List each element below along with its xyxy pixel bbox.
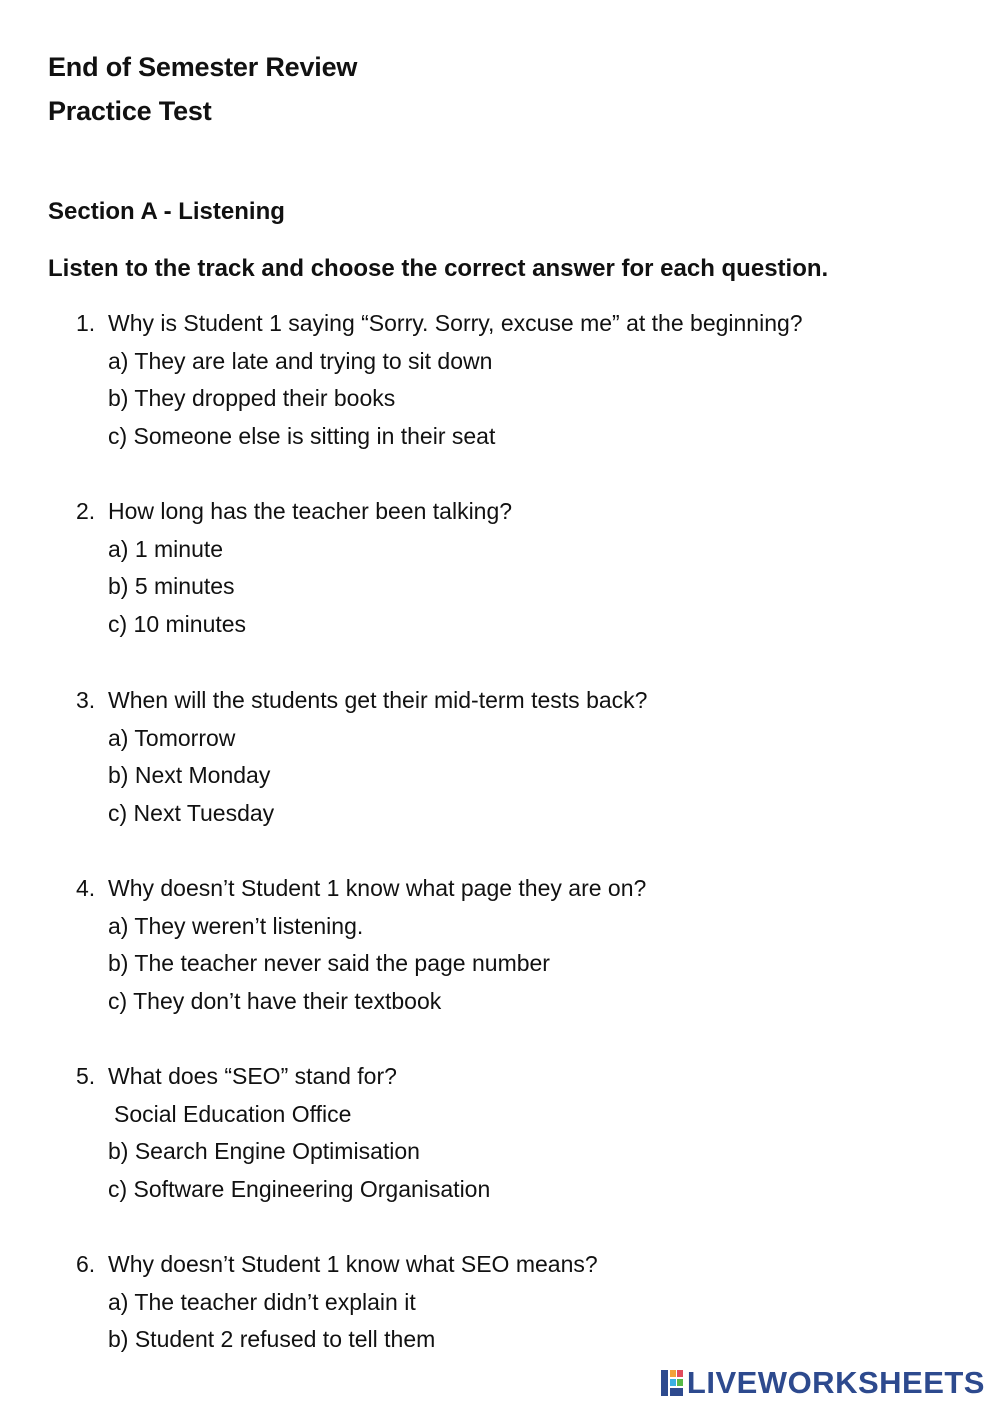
liveworksheets-logo	[661, 1366, 985, 1400]
answer-option-c[interactable]: c) 10 minutes	[108, 611, 247, 637]
question-number: 3.	[76, 687, 96, 713]
answer-option-b[interactable]: b) Student 2 refused to tell them	[108, 1326, 436, 1352]
question-text: When will the students get their mid-term tests back?	[108, 687, 648, 713]
question-text: Why is Student 1 saying “Sorry. Sorry, excuse me” at the beginning?	[108, 310, 803, 336]
page-title: End of Semester Review	[48, 52, 358, 82]
page-subtitle: Practice Test	[48, 96, 212, 126]
answer-option-c[interactable]: c) Next Tuesday	[108, 800, 275, 826]
answer-option-b[interactable]: b) 5 minutes	[108, 573, 235, 599]
answer-option-b[interactable]: b) They dropped their books	[108, 385, 396, 411]
question-text: How long has the teacher been talking?	[108, 498, 513, 524]
answer-option-a[interactable]: a) Tomorrow	[108, 725, 236, 751]
answer-option-b[interactable]: b) The teacher never said the page number	[108, 950, 550, 976]
liveworksheets-logo-icon	[661, 1370, 685, 1396]
answer-option-c[interactable]: c) They don’t have their textbook	[108, 988, 442, 1014]
answer-option-a[interactable]: a) They are late and trying to sit down	[108, 348, 493, 374]
question-number: 6.	[76, 1251, 96, 1277]
question-number: 5.	[76, 1063, 96, 1089]
question-number: 4.	[76, 875, 96, 901]
liveworksheets-logo-text: LIVEWORKSHEETS	[686, 1365, 985, 1400]
answer-option-b[interactable]: b) Next Monday	[108, 762, 271, 788]
answer-option-a[interactable]: Social Education Office	[114, 1101, 352, 1127]
answer-option-a[interactable]: a) The teacher didn’t explain it	[108, 1289, 416, 1315]
question-text: Why doesn’t Student 1 know what SEO means?	[108, 1251, 598, 1277]
answer-option-b[interactable]: b) Search Engine Optimisation	[108, 1138, 420, 1164]
answer-option-c[interactable]: c) Someone else is sitting in their seat	[108, 423, 496, 449]
answer-option-a[interactable]: a) They weren’t listening.	[108, 913, 364, 939]
section-heading: Section A - Listening	[48, 198, 285, 225]
answer-option-c[interactable]: c) Software Engineering Organisation	[108, 1176, 491, 1202]
question-number: 1.	[76, 310, 96, 336]
question-text: Why doesn’t Student 1 know what page they are on?	[108, 875, 647, 901]
section-instruction: Listen to the track and choose the correct answer for each question.	[48, 255, 829, 282]
question-number: 2.	[76, 498, 96, 524]
question-text: What does “SEO” stand for?	[108, 1063, 397, 1089]
answer-option-a[interactable]: a) 1 minute	[108, 536, 224, 562]
